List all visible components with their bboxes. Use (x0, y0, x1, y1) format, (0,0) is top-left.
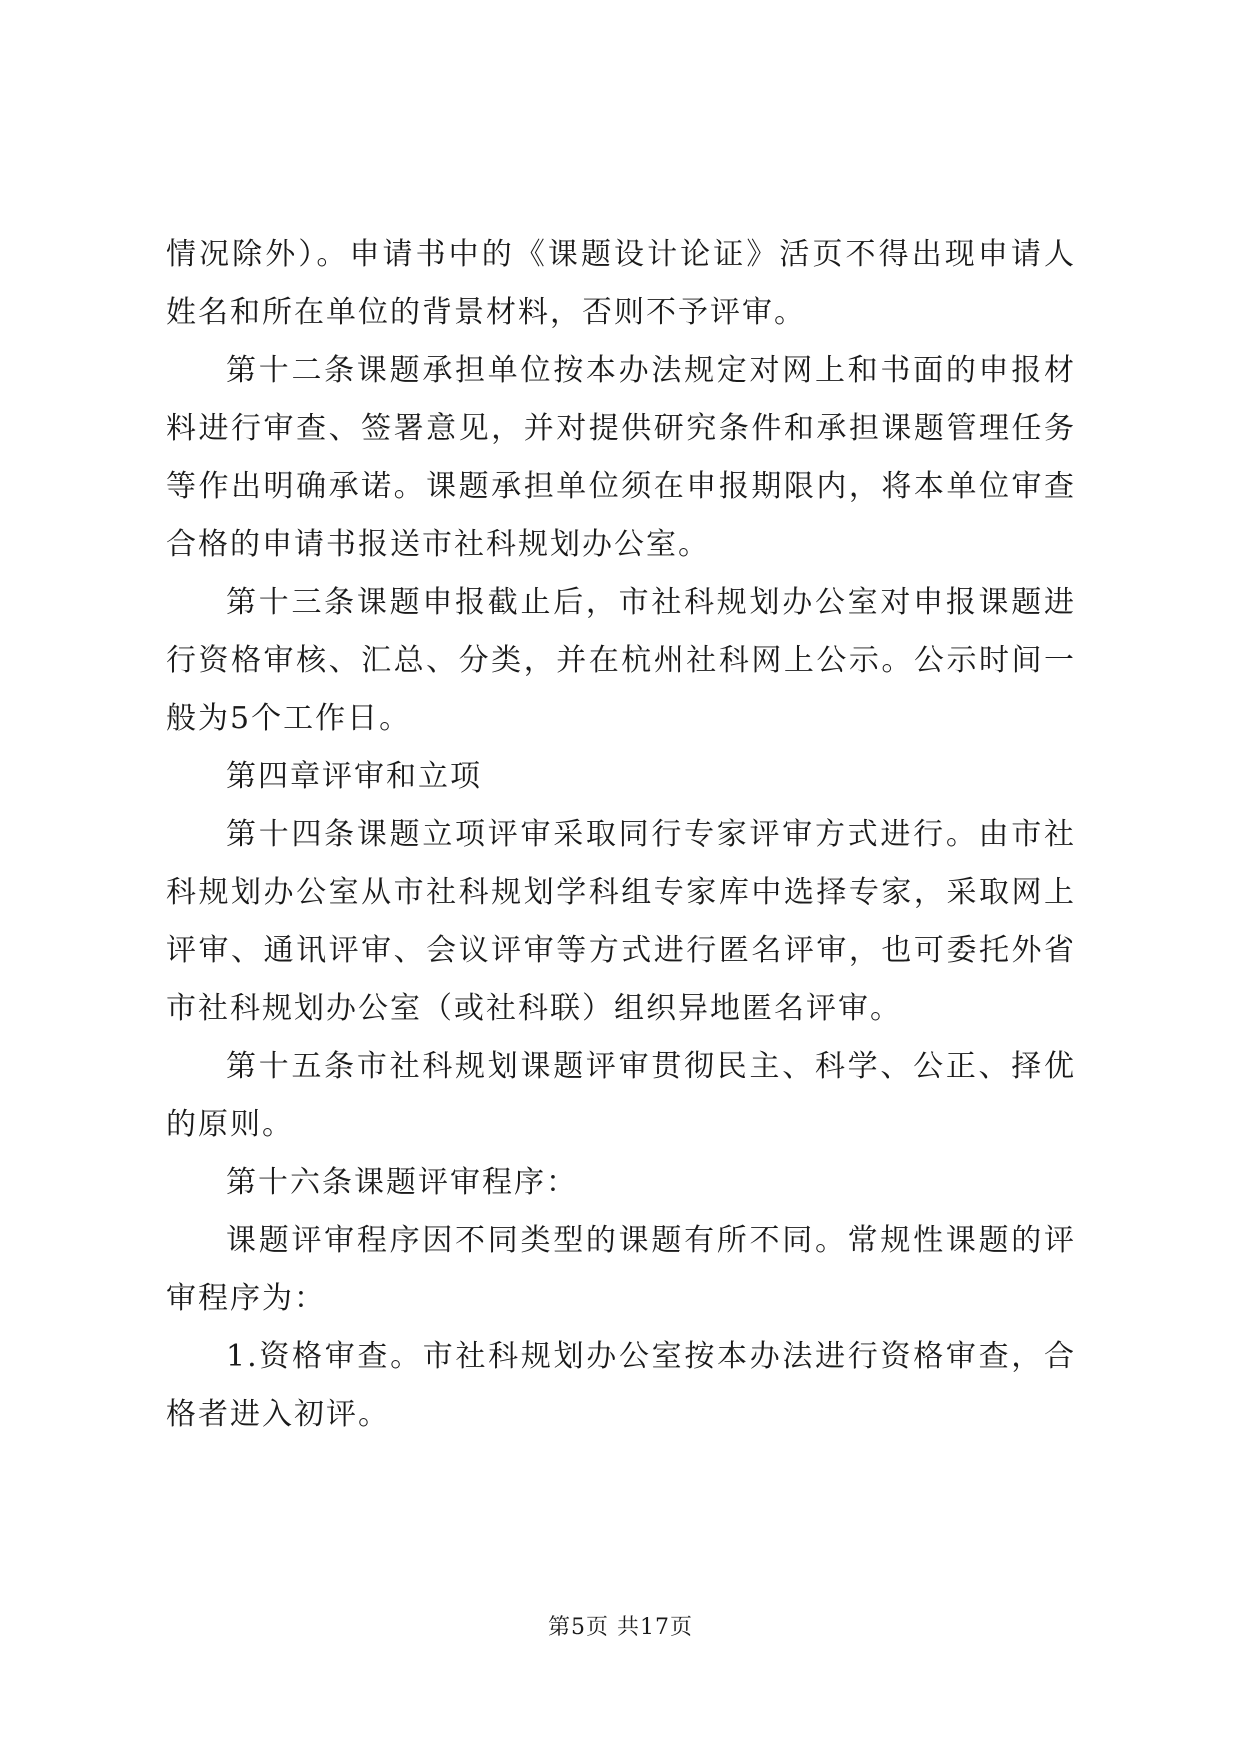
paragraph-review-procedure: 课题评审程序因不同类型的课题有所不同。常规性课题的评审程序为： (166, 1223, 1076, 1316)
paragraph-article-12: 第十二条课题承担单位按本办法规定对网上和书面的申报材料进行审查、签署意见，并对提供研究条件和承担课题管理任务等作出明确承诺。课题承担单位须在申报期限内，将本单位审查合格的申请书报送市社科规划办公室。 (166, 353, 1076, 562)
paragraph-article-13: 第十三条课题申报截止后，市社科规划办公室对申报课题进行资格审核、汇总、分类，并在杭州社科网上公示。公示时间一般为5个工作日。 (166, 585, 1076, 736)
paragraph-article-15: 第十五条市社科规划课题评审贯彻民主、科学、公正、择优的原则。 (166, 1049, 1076, 1142)
chapter-heading: 第四章评审和立项 (226, 759, 482, 794)
paragraph-article-16: 第十六条课题评审程序： (226, 1165, 578, 1200)
paragraph-continuation: 情况除外）。申请书中的《课题设计论证》活页不得出现申请人姓名和所在单位的背景材料，否则不予评审。 (166, 237, 1076, 330)
page-footer: 第5页 共17页 (548, 1615, 693, 1640)
paragraph-qualification-review: 1.资格审查。市社科规划办公室按本办法进行资格审查，合格者进入初评。 (166, 1339, 1076, 1432)
paragraph-article-14: 第十四条课题立项评审采取同行专家评审方式进行。由市社科规划办公室从市社科规划学科组专家库中选择专家，采取网上评审、通讯评审、会议评审等方式进行匿名评审，也可委托外省市社科规划办公室（或社科联）组织异地匿名评审。 (166, 817, 1076, 1026)
document-body (166, 226, 1076, 1444)
